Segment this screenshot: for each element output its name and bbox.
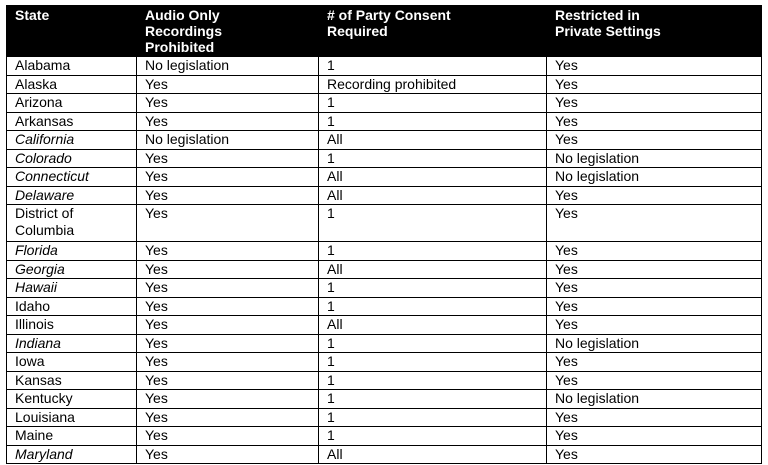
table-row — [7, 168, 762, 187]
private-settings-cell: Yes — [547, 94, 762, 113]
state-cell: Alaska — [7, 75, 137, 94]
private-settings-cell: Yes — [547, 427, 762, 446]
state-cell: Connecticut — [7, 168, 137, 187]
table-row — [7, 408, 762, 427]
state-cell: Maryland — [7, 445, 137, 464]
header-row — [7, 6, 762, 57]
state-cell: Florida — [7, 242, 137, 261]
party-consent-cell: All — [319, 168, 547, 187]
audio-only-cell: Yes — [137, 427, 319, 446]
private-settings-cell: Yes — [547, 408, 762, 427]
audio-only-cell: Yes — [137, 279, 319, 298]
audio-only-cell: No legislation — [137, 131, 319, 150]
party-consent-cell: 1 — [319, 390, 547, 409]
party-consent-cell: Recording prohibited — [319, 75, 547, 94]
table-row — [7, 390, 762, 409]
private-settings-cell: No legislation — [547, 390, 762, 409]
state-cell: Arizona — [7, 94, 137, 113]
state-cell: California — [7, 131, 137, 150]
party-consent-cell: 1 — [319, 427, 547, 446]
private-settings-cell: No legislation — [547, 168, 762, 187]
header-party-consent-text: # of Party Consent Required — [327, 7, 451, 39]
table-row — [7, 94, 762, 113]
private-settings-cell: Yes — [547, 75, 762, 94]
private-settings-cell: Yes — [547, 353, 762, 372]
party-consent-cell: 1 — [319, 205, 547, 242]
state-cell: Idaho — [7, 297, 137, 316]
state-cell: Arkansas — [7, 112, 137, 131]
state-cell: Colorado — [7, 149, 137, 168]
state-recording-laws-table — [6, 5, 762, 464]
table-row — [7, 112, 762, 131]
audio-only-cell: Yes — [137, 334, 319, 353]
state-cell: Alabama — [7, 57, 137, 76]
audio-only-cell: Yes — [137, 205, 319, 242]
audio-only-cell: Yes — [137, 168, 319, 187]
table-row — [7, 316, 762, 335]
state-cell: Kansas — [7, 371, 137, 390]
private-settings-cell: No legislation — [547, 334, 762, 353]
private-settings-cell: No legislation — [547, 149, 762, 168]
party-consent-cell: 1 — [319, 57, 547, 76]
party-consent-cell: All — [319, 445, 547, 464]
audio-only-cell: Yes — [137, 242, 319, 261]
party-consent-cell: 1 — [319, 149, 547, 168]
header-party-consent — [319, 6, 547, 57]
audio-only-cell: Yes — [137, 297, 319, 316]
table-row — [7, 445, 762, 464]
table-row — [7, 427, 762, 446]
private-settings-cell: Yes — [547, 371, 762, 390]
table-row — [7, 334, 762, 353]
table-row — [7, 279, 762, 298]
table-row — [7, 371, 762, 390]
table-row — [7, 260, 762, 279]
state-cell: Louisiana — [7, 408, 137, 427]
audio-only-cell: Yes — [137, 186, 319, 205]
header-audio-only — [137, 6, 319, 57]
audio-only-cell: Yes — [137, 112, 319, 131]
party-consent-cell: All — [319, 316, 547, 335]
private-settings-cell: Yes — [547, 186, 762, 205]
table-row — [7, 242, 762, 261]
private-settings-cell: Yes — [547, 297, 762, 316]
party-consent-cell: 1 — [319, 112, 547, 131]
table-body — [7, 57, 762, 464]
table-row — [7, 131, 762, 150]
audio-only-cell: Yes — [137, 94, 319, 113]
audio-only-cell: Yes — [137, 316, 319, 335]
audio-only-cell: Yes — [137, 390, 319, 409]
party-consent-cell: 1 — [319, 408, 547, 427]
party-consent-cell: 1 — [319, 371, 547, 390]
table-row — [7, 186, 762, 205]
state-cell: Hawaii — [7, 279, 137, 298]
state-cell: Iowa — [7, 353, 137, 372]
private-settings-cell: Yes — [547, 242, 762, 261]
audio-only-cell: Yes — [137, 149, 319, 168]
audio-only-cell: Yes — [137, 353, 319, 372]
party-consent-cell: 1 — [319, 242, 547, 261]
audio-only-cell: Yes — [137, 371, 319, 390]
private-settings-cell: Yes — [547, 445, 762, 464]
state-cell: Illinois — [7, 316, 137, 335]
party-consent-cell: All — [319, 131, 547, 150]
header-state: State — [7, 6, 137, 57]
table-row — [7, 353, 762, 372]
party-consent-cell: All — [319, 260, 547, 279]
state-cell: Delaware — [7, 186, 137, 205]
private-settings-cell: Yes — [547, 205, 762, 242]
header-audio-only-text: Audio Only Recordings Prohibited — [145, 7, 223, 55]
header-private-settings — [547, 6, 762, 57]
state-cell: Maine — [7, 427, 137, 446]
table-row — [7, 57, 762, 76]
private-settings-cell: Yes — [547, 279, 762, 298]
state-cell: District of Columbia — [7, 205, 137, 242]
state-cell: Indiana — [7, 334, 137, 353]
table-row — [7, 75, 762, 94]
table-row — [7, 205, 762, 242]
party-consent-cell: 1 — [319, 297, 547, 316]
private-settings-cell: Yes — [547, 57, 762, 76]
private-settings-cell: Yes — [547, 112, 762, 131]
table-row — [7, 297, 762, 316]
party-consent-cell: 1 — [319, 94, 547, 113]
audio-only-cell: Yes — [137, 260, 319, 279]
private-settings-cell: Yes — [547, 260, 762, 279]
table-row — [7, 149, 762, 168]
state-cell: Kentucky — [7, 390, 137, 409]
party-consent-cell: 1 — [319, 353, 547, 372]
private-settings-cell: Yes — [547, 316, 762, 335]
audio-only-cell: No legislation — [137, 57, 319, 76]
header-private-settings-text: Restricted in Private Settings — [555, 7, 661, 39]
party-consent-cell: 1 — [319, 279, 547, 298]
audio-only-cell: Yes — [137, 75, 319, 94]
state-cell: Georgia — [7, 260, 137, 279]
audio-only-cell: Yes — [137, 408, 319, 427]
audio-only-cell: Yes — [137, 445, 319, 464]
private-settings-cell: Yes — [547, 131, 762, 150]
party-consent-cell: 1 — [319, 334, 547, 353]
party-consent-cell: All — [319, 186, 547, 205]
